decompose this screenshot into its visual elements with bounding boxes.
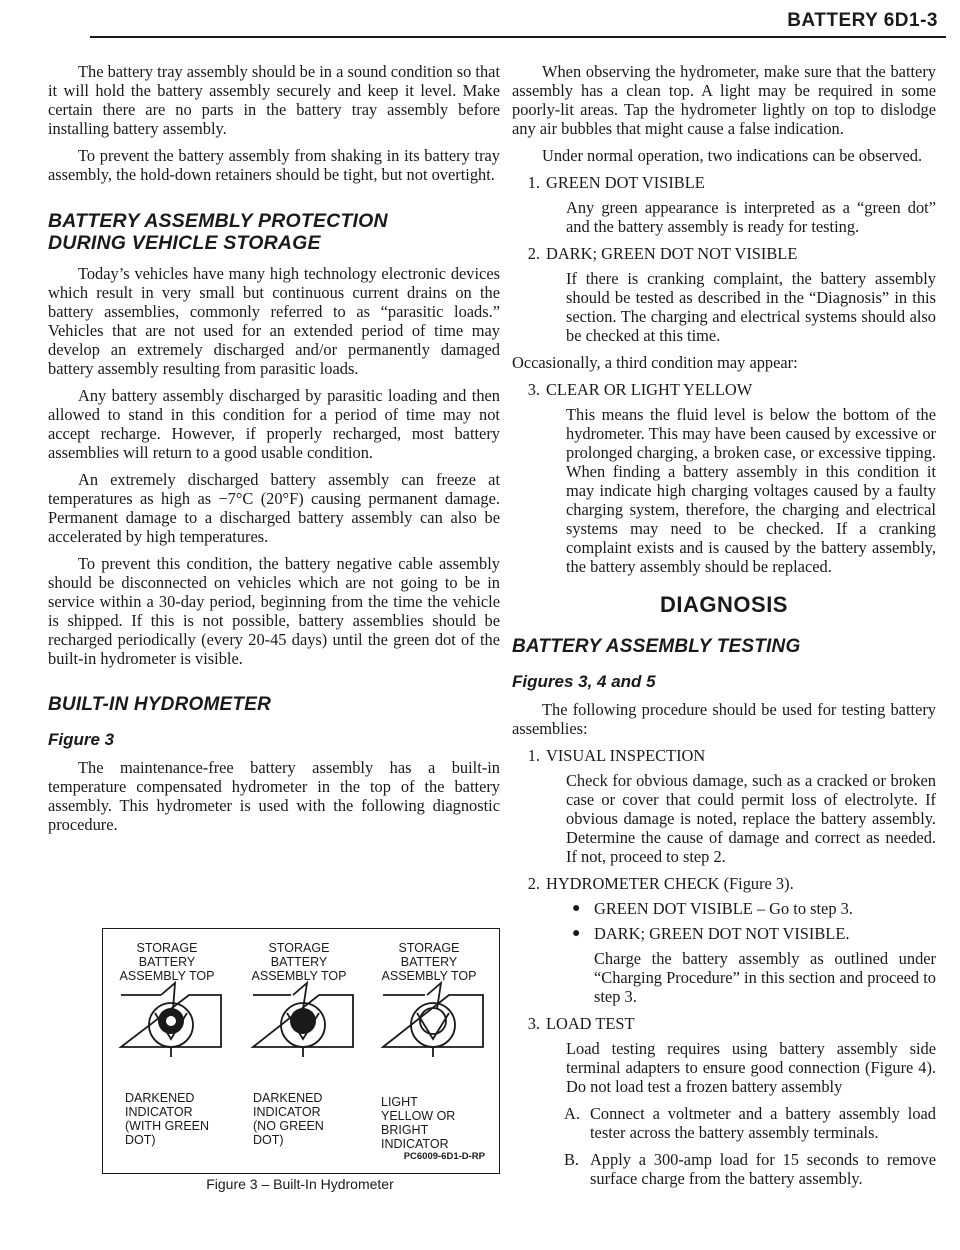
figure-label: ASSEMBLY TOP [381,969,477,983]
bullet-item [572,899,936,918]
figure-label: DOT) [125,1133,156,1147]
list-item-description: Any green appearance is interpreted as a “green dot” and the battery assembly is ready for testing. [566,198,936,236]
paragraph: Any battery assembly discharged by parasitic loading and then allowed to stand in this condition for a period of time may not accept recharge. However, if properly recharged, most battery assemblies will return to a good usable condition. [48,386,500,462]
sub-step-label: B. [564,1150,580,1169]
figure-label: BRIGHT [381,1123,429,1137]
figure-label: STORAGE [268,941,330,955]
figure-label: DOT) [253,1133,284,1147]
bullet-text: GREEN DOT VISIBLE – Go to step 3. [594,899,853,918]
figure-label: (NO GREEN [253,1119,324,1133]
list-number: 1. [527,746,540,765]
paragraph: When observing the hydrometer, make sure that the battery assembly has a clean top. A light may be required in some poorly-lit areas. Tap the hydrometer lightly on top to dislodge any air bubbles that might cause a false indication. [512,62,936,138]
figure-label: DARKENED [253,1091,323,1105]
list-item-description: Load testing requires using battery assembly side terminal adapters to ensure good connection (Figure 4). Do not load test a frozen battery assembly [566,1039,936,1096]
list-item-description: If there is cranking complaint, the battery assembly should be tested as described in the “Diagnosis” in this section. The charging and electrical systems should also be checked at this time. [566,269,936,345]
bullet-description: Charge the battery assembly as outlined under “Charging Procedure” in this section and proceed to step 3. [594,949,936,1006]
figure-reference-heading: Figures 3, 4 and 5 [512,672,656,691]
paragraph: An extremely discharged battery assembly can freeze at temperatures as high as −7°C (20°F) causing permanent damage. Permanent damage to a discharged battery assembly can also be accelerated by high temperatures. [48,470,500,546]
section-heading-protection-line2: DURING VEHICLE STORAGE [48,232,321,254]
figure-label: ASSEMBLY TOP [119,969,215,983]
figure-label: ASSEMBLY TOP [251,969,347,983]
sub-step [564,1150,936,1188]
bullet-text: DARK; GREEN DOT NOT VISIBLE. [594,924,850,943]
paragraph: Under normal operation, two indications can be observed. [542,146,923,165]
list-item-title: GREEN DOT VISIBLE [546,173,705,192]
figure-label: (WITH GREEN [125,1119,210,1133]
figure-label: BATTERY [400,955,458,969]
list-number: 2. [527,874,540,893]
sub-step-text: Connect a voltmeter and a battery assembly load tester across the battery assembly terminals. [590,1104,936,1142]
list-item [512,380,936,399]
figure-identifier: PC6009-6D1-D-RP [403,1151,485,1162]
figure-label: INDICATOR [125,1105,193,1119]
figure-label: YELLOW OR [381,1109,456,1123]
paragraph: Occasionally, a third condition may appear: [512,353,798,372]
paragraph: To prevent the battery assembly from shaking in its battery tray assembly, the hold-down retainers should be tight, but not overtight. [48,146,500,184]
bullet-item [572,924,936,943]
list-item [512,874,936,893]
paragraph: The battery tray assembly should be in a sound condition so that it will hold the battery assembly securely and keep it level. Make certain there are no parts in the battery tray assembly before installing battery assembly. [48,62,500,138]
page-header: BATTERY 6D1-3 [787,10,938,31]
figure-label: INDICATOR [253,1105,321,1119]
list-number: 1. [527,173,540,192]
header-rule [90,36,946,38]
section-heading-testing: BATTERY ASSEMBLY TESTING [512,636,801,657]
section-heading-hydrometer: BUILT-IN HYDROMETER [48,694,271,715]
list-number: 3. [527,380,540,399]
list-item [512,173,936,192]
list-item-description: This means the fluid level is below the bottom of the hydrometer. This may have been caused by excessive or prolonged charging, a broken case, or excessive tipping. When finding a battery assembly in this condition it may indicate high charging voltages caused by a faulty charging system, therefore, the charging and electrical systems may need to be checked. If a cranking complaint exists and is caused by the battery assembly, the battery assembly should be replaced. [566,405,936,576]
list-item-description: Check for obvious damage, such as a cracked or broken case or cover that could permit loss of electrolyte. If obvious damage is noted, replace the battery assembly. Determine the cause of damage and correct as needed. If not, proceed to step 2. [566,771,936,866]
list-item-title: VISUAL INSPECTION [546,746,706,765]
section-heading-diagnosis: DIAGNOSIS [660,592,788,617]
paragraph: Today’s vehicles have many high technology electronic devices which result in very small but continuous current drains on the battery assemblies, commonly referred to as “parasitic loads.” Vehicles that are not used for an extended period of time may develop an extremely discharged and/or permanently damaged battery assembly resulting from parasitic loads. [48,264,500,378]
left-column [48,62,500,842]
figure-label: STORAGE [398,941,460,955]
figure-label: BATTERY [138,955,196,969]
list-item [512,1014,936,1033]
list-number: 3. [527,1014,540,1033]
figure-label: INDICATOR [381,1137,449,1151]
figure-label: DARKENED [125,1091,195,1105]
right-column [512,62,936,1196]
figure-label: STORAGE [136,941,198,955]
list-item-title: DARK; GREEN DOT NOT VISIBLE [546,244,798,263]
figure-reference-heading: Figure 3 [48,730,115,749]
paragraph: The maintenance-free battery assembly has a built-in temperature compensated hydrometer in the top of the battery assembly. This hydrometer is used with the following diagnostic procedure. [48,758,500,834]
figure-label: LIGHT [381,1095,418,1109]
list-item [512,244,936,263]
sub-step-text: Apply a 300-amp load for 15 seconds to remove surface charge from the battery assembly. [590,1150,936,1188]
sub-step [564,1104,936,1142]
paragraph: To prevent this condition, the battery negative cable assembly should be disconnected on vehicles which are not going to be in service within a 30-day period, beginning from the time the vehicle is shipped. If this is not possible, battery assemblies should be recharged periodically (every 20-45 days) until the green dot of the built-in hydrometer is visible. [48,554,500,668]
figure-caption: Figure 3 – Built-In Hydrometer [206,1176,394,1192]
list-item-title: LOAD TEST [546,1014,635,1033]
hydrometer-figure [102,928,500,1174]
sub-step-label: A. [564,1104,580,1123]
section-heading-protection-line1: BATTERY ASSEMBLY PROTECTION [48,210,388,232]
list-item [512,746,936,765]
figure-label: BATTERY [270,955,328,969]
paragraph: The following procedure should be used for testing battery assemblies: [512,700,936,738]
list-item-title: CLEAR OR LIGHT YELLOW [546,380,753,399]
bullet-dot-icon: ● [572,926,581,941]
bullet-dot-icon: ● [572,901,581,916]
list-item-title: HYDROMETER CHECK (Figure 3). [546,874,794,893]
list-number: 2. [527,244,540,263]
